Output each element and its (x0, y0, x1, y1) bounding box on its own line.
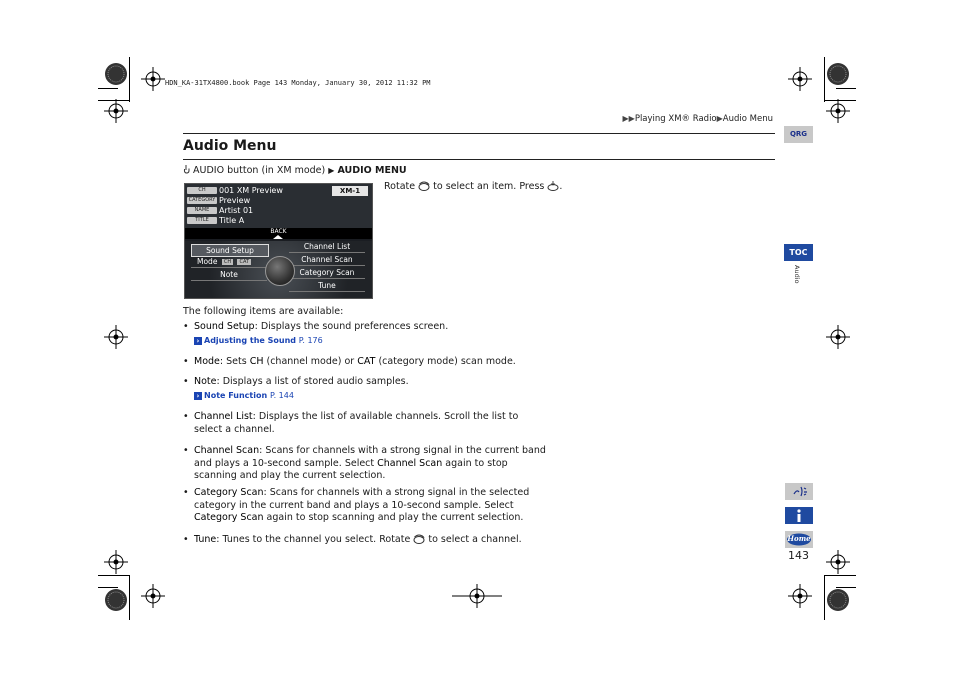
screen-mode-ch: CH (223, 259, 232, 265)
section-label-audio: Audio (793, 265, 801, 284)
desc-channel-scan-b: again to stop scanning and play the current selection. (194, 457, 508, 481)
rotate-word: Rotate (384, 181, 416, 192)
breadcrumb-arrows: ▶▶ (622, 114, 635, 123)
up-triangle-icon (273, 235, 283, 239)
screen-menu-category-scan: Category Scan (289, 267, 365, 279)
desc-channel-scan-a: : Scans for channels with a strong signal in the current band and plays a 10-second sample. Select (194, 445, 546, 469)
page-title: Audio Menu (183, 138, 277, 154)
rotate-end: . (559, 181, 563, 192)
title-rule-top (183, 133, 775, 134)
nav-path-arrow: ▶ (328, 166, 335, 175)
breadcrumb-separator: ▶ (716, 114, 723, 123)
voice-command-index-button[interactable] (785, 483, 813, 500)
navigation-path (183, 164, 407, 176)
term-channel-list: Channel List (194, 411, 253, 422)
rotate-knob-icon (413, 534, 425, 544)
desc-category-scan-b: again to stop scanning and play the current selection. (263, 512, 524, 523)
screen-menu-mode-label: Mode (197, 257, 218, 266)
screen-title-value: Title A (219, 216, 245, 225)
term-mode-cat: CAT (357, 356, 376, 367)
bullet: • (183, 534, 189, 545)
rotate-instruction (384, 181, 562, 192)
xref-note-function-page: P. 144 (269, 390, 294, 400)
desc-tune-a: : Tunes to the channel you select. Rotate (216, 534, 414, 545)
press-knob-icon (547, 181, 559, 191)
term-note: Note (194, 376, 217, 387)
desc-mode-c: (category mode) scan mode. (375, 356, 516, 367)
audio-menu-screen-image (184, 183, 373, 299)
screen-menu-mode (191, 256, 267, 268)
term-category-scan: Category Scan (194, 487, 264, 498)
screen-knob (265, 256, 295, 286)
bullet: • (183, 411, 189, 422)
screen-menu-channel-list: Channel List (289, 241, 365, 253)
desc-tune-b: to select a channel. (425, 534, 522, 545)
desc-mode-a: : Sets (219, 356, 250, 367)
breadcrumb-item-playing-xm-radio[interactable]: Playing XM® Radio (634, 114, 717, 124)
xref-arrow-icon: › (194, 392, 202, 400)
desc-category-scan-a: : Scans for channels with a strong signal in the selected category in the current band and plays a 10-second sample. Select (194, 487, 530, 511)
xref-adjusting-the-sound-page: P. 176 (298, 335, 323, 345)
desc-note: : Displays a list of stored audio samples. (216, 376, 409, 387)
home-button[interactable] (785, 531, 813, 548)
screen-menu-channel-scan: Channel Scan (289, 254, 365, 266)
term-mode-ch: CH (249, 356, 264, 367)
bullet: • (183, 445, 189, 456)
xref-note-function-label: Note Function (204, 390, 268, 400)
bullet: • (183, 487, 189, 498)
info-icon (785, 507, 813, 524)
items-intro: The following items are available: (183, 306, 344, 317)
desc-mode-b: (channel mode) or (263, 356, 358, 367)
title-rule-bottom (183, 159, 775, 160)
screen-name-value: Artist 01 (219, 206, 254, 215)
rotate-knob-icon (418, 181, 430, 191)
screen-tag-title: TITLE (187, 217, 217, 224)
screen-info-panel (185, 184, 372, 228)
xref-adjusting-the-sound-label: Adjusting the Sound (204, 335, 296, 345)
screen-back-label: BACK (270, 228, 287, 235)
term-channel-scan: Channel Scan (194, 445, 260, 456)
screen-back-bar (185, 228, 372, 239)
term-category-scan-2: Category Scan (194, 512, 264, 523)
screen-tag-name: NAME (187, 207, 217, 214)
home-label: Home (787, 534, 811, 543)
bullet: • (183, 321, 189, 332)
page-number: 143 (788, 549, 809, 562)
xref-adjusting-the-sound[interactable] (194, 335, 550, 348)
index-button[interactable] (785, 507, 813, 524)
term-tune: Tune (194, 534, 217, 545)
rotate-middle-text: to select an item. Press (433, 181, 545, 192)
screen-ch-value: 001 XM Preview (219, 186, 283, 195)
nav-path-target: AUDIO MENU (337, 165, 407, 176)
screen-mode-cat: CAT (239, 259, 250, 265)
term-channel-scan-2: Channel Scan (377, 457, 443, 469)
file-header: HDN_KA-31TX4800.book Page 143 Monday, January 30, 2012 11:32 PM (165, 79, 431, 87)
screen-menu-tune: Tune (289, 280, 365, 292)
screen-category-value: Preview (219, 196, 251, 205)
nav-path-prefix: AUDIO button (in XM mode) (193, 165, 326, 176)
breadcrumb-item-audio-menu: Audio Menu (722, 114, 773, 124)
toc-tab[interactable]: TOC (784, 244, 813, 261)
bullet: • (183, 376, 189, 387)
desc-channel-list: : Displays the list of available channels. Scroll the list to select a channel. (194, 411, 519, 435)
screen-menu-note: Note (191, 269, 267, 281)
xref-note-function[interactable] (194, 390, 550, 403)
breadcrumb (623, 114, 774, 124)
xref-arrow-icon: › (194, 337, 202, 345)
screen-tag-category: CATEGORY (188, 197, 216, 203)
finger-icon (183, 164, 190, 174)
desc-sound-setup: : Displays the sound preferences screen. (254, 321, 449, 332)
voice-command-icon (785, 483, 813, 500)
screen-menu-sound-setup: Sound Setup (191, 244, 269, 257)
term-sound-setup: Sound Setup (194, 321, 255, 332)
screen-tag-ch: CH (187, 187, 217, 194)
term-mode: Mode (194, 356, 220, 367)
bullet: • (183, 356, 189, 367)
screen-band-indicator: XM-1 (332, 186, 368, 196)
qrg-tab[interactable]: QRG (784, 126, 813, 143)
